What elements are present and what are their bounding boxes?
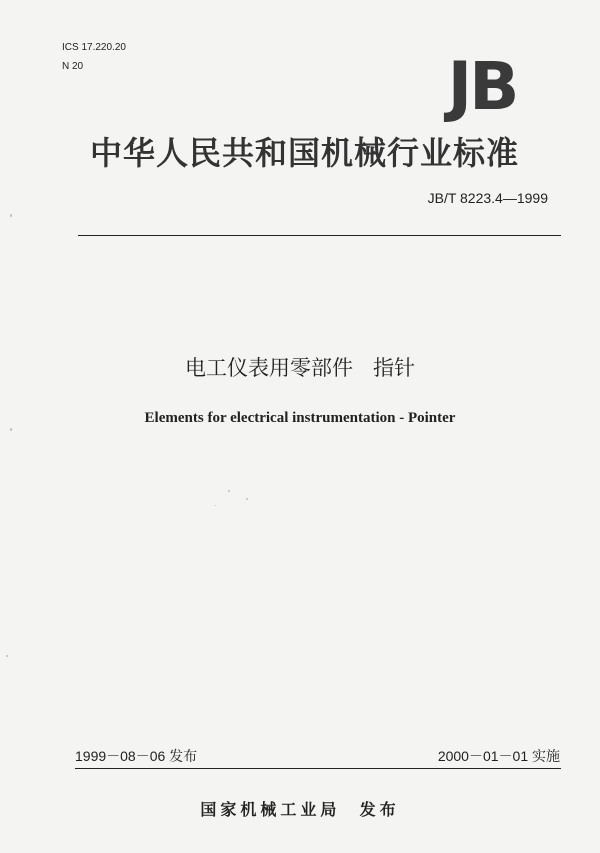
- jb-logo: JB: [447, 48, 517, 125]
- footer-divider: [75, 768, 561, 769]
- scan-speck: [228, 490, 230, 492]
- scan-speck: [6, 655, 8, 657]
- standard-number: JB/T 8223.4—1999: [427, 190, 548, 206]
- publisher: 国家机械工业局 发布: [200, 800, 400, 819]
- document-title-english: Elements for electrical instrumentation - Pointer: [144, 410, 456, 426]
- issue-date: 1999－08－06 发布: [75, 748, 198, 764]
- implementation-date: 2000－01－01 实施: [437, 748, 560, 764]
- standard-category-title: 中华人民共和国机械行业标准: [90, 134, 520, 172]
- header-divider: [78, 235, 561, 236]
- ics-code: ICS 17.220.20: [62, 42, 126, 53]
- scan-speck: [10, 214, 12, 217]
- document-title-chinese: 电工仪表用零部件 指针: [184, 356, 416, 380]
- scan-speck: [215, 505, 216, 506]
- scan-speck: [246, 498, 248, 500]
- ccs-code: N 20: [62, 61, 84, 72]
- scan-speck: [10, 428, 12, 431]
